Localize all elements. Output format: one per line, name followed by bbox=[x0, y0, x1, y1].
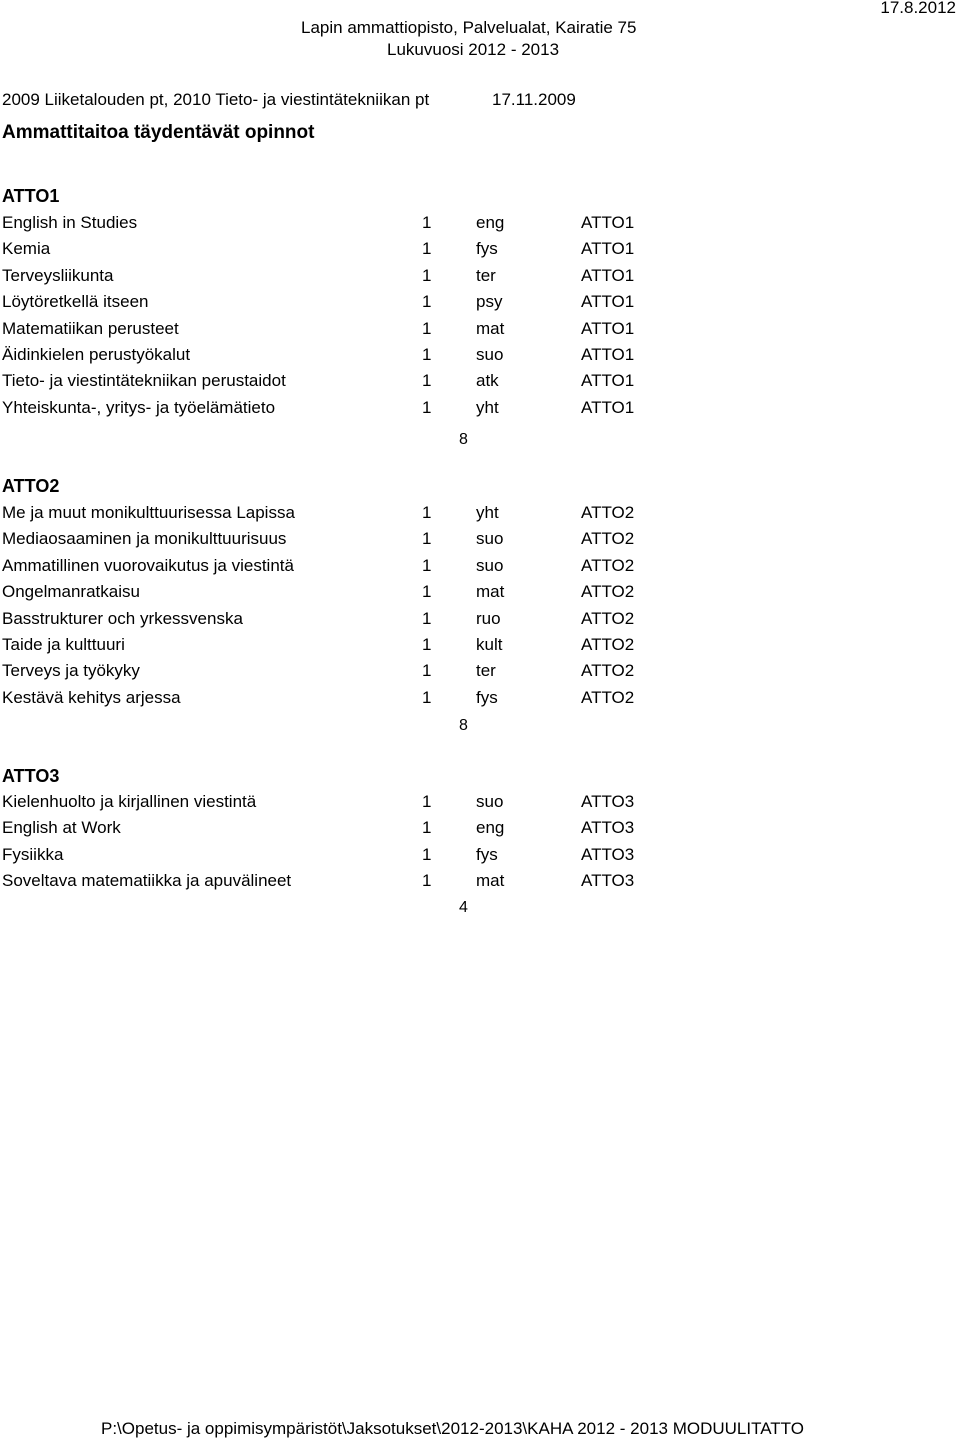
course-subject: ter bbox=[476, 661, 496, 681]
course-subject: kult bbox=[476, 635, 503, 654]
course-name: Kemia bbox=[2, 239, 51, 259]
course-row bbox=[0, 868, 960, 894]
course-module: ATTO2 bbox=[581, 635, 635, 654]
course-row bbox=[0, 632, 960, 658]
course-row bbox=[0, 842, 960, 868]
course-credits: 1 bbox=[422, 239, 432, 259]
course-credits: 1 bbox=[422, 871, 432, 891]
course-row bbox=[0, 526, 960, 552]
course-row bbox=[0, 263, 960, 289]
course-credits: 1 bbox=[422, 397, 432, 417]
course-credits: 1 bbox=[422, 635, 432, 654]
footer-file-path: P:\Opetus- ja oppimisympäristöt\Jaksotukset\2012-2013\KAHA 2012 - 2013 MODUULITATTO bbox=[101, 1419, 804, 1438]
course-subject: eng bbox=[476, 818, 505, 838]
course-name: English at Work bbox=[2, 818, 121, 838]
academic-year: Lukuvuosi 2012 - 2013 bbox=[387, 40, 560, 59]
course-subject: yht bbox=[476, 397, 499, 417]
course-module: ATTO1 bbox=[581, 213, 635, 232]
course-row bbox=[0, 579, 960, 605]
course-subject: suo bbox=[476, 555, 504, 575]
course-credits: 1 bbox=[422, 345, 432, 364]
course-name: Äidinkielen perustyökalut bbox=[2, 345, 191, 364]
course-name: Terveys ja työkyky bbox=[2, 661, 140, 681]
course-name: Tieto- ja viestintätekniikan perustaidot bbox=[2, 371, 286, 391]
course-credits: 1 bbox=[422, 213, 432, 232]
course-credits: 1 bbox=[422, 818, 432, 838]
section-total-atto2: 8 bbox=[459, 717, 468, 734]
course-credits: 1 bbox=[422, 318, 432, 338]
course-subject: eng bbox=[476, 213, 505, 232]
course-row bbox=[0, 236, 960, 262]
course-row bbox=[0, 685, 960, 711]
course-row bbox=[0, 342, 960, 368]
course-row bbox=[0, 658, 960, 684]
course-subject: suo bbox=[476, 345, 504, 364]
course-module: ATTO2 bbox=[581, 555, 635, 575]
curriculum-source: 2009 Liiketalouden pt, 2010 Tieto- ja viestintätekniikan pt bbox=[2, 90, 430, 109]
course-subject: yht bbox=[476, 503, 499, 522]
course-row bbox=[0, 789, 960, 815]
section-total-atto1: 8 bbox=[459, 431, 468, 448]
course-credits: 1 bbox=[422, 371, 432, 391]
course-name: Mediaosaaminen ja monikulttuurisuus bbox=[2, 529, 287, 549]
course-subject: fys bbox=[476, 844, 498, 864]
course-subject: fys bbox=[476, 239, 498, 259]
course-row bbox=[0, 289, 960, 315]
course-module: ATTO1 bbox=[581, 318, 635, 338]
course-module: ATTO3 bbox=[581, 818, 635, 838]
course-row bbox=[0, 606, 960, 632]
course-subject: mat bbox=[476, 582, 505, 602]
course-subject: fys bbox=[476, 687, 498, 707]
course-subject: psy bbox=[476, 292, 503, 312]
course-module: ATTO1 bbox=[581, 239, 635, 259]
course-name: Yhteiskunta-, yritys- ja työelämätieto bbox=[2, 397, 276, 417]
course-credits: 1 bbox=[422, 292, 432, 312]
course-subject: mat bbox=[476, 871, 505, 891]
course-row bbox=[0, 553, 960, 579]
course-name: Me ja muut monikulttuurisessa Lapissa bbox=[2, 503, 295, 522]
section-total-atto3: 4 bbox=[459, 899, 468, 916]
section-title-atto1: ATTO1 bbox=[2, 186, 60, 206]
course-credits: 1 bbox=[422, 792, 432, 811]
course-row bbox=[0, 210, 960, 236]
course-name: Terveysliikunta bbox=[2, 265, 114, 285]
course-name: English in Studies bbox=[2, 213, 138, 232]
course-module: ATTO1 bbox=[581, 345, 635, 364]
course-name: Kestävä kehitys arjessa bbox=[2, 687, 181, 707]
course-module: ATTO1 bbox=[581, 397, 635, 417]
course-subject: suo bbox=[476, 529, 504, 549]
course-module: ATTO2 bbox=[581, 687, 635, 707]
course-name: Löytöretkellä itseen bbox=[2, 292, 149, 312]
course-row bbox=[0, 368, 960, 394]
course-name: Basstrukturer och yrkessvenska bbox=[2, 608, 243, 628]
course-subject: atk bbox=[476, 371, 499, 391]
course-name: Soveltava matematiikka ja apuvälineet bbox=[2, 871, 292, 891]
course-credits: 1 bbox=[422, 555, 432, 575]
course-name: Fysiikka bbox=[2, 844, 64, 864]
course-name: Ongelmanratkaisu bbox=[2, 582, 140, 602]
course-module: ATTO2 bbox=[581, 661, 635, 681]
page-title: Ammattitaitoa täydentävät opinnot bbox=[2, 122, 315, 143]
course-module: ATTO1 bbox=[581, 371, 635, 391]
course-subject: mat bbox=[476, 318, 505, 338]
course-row bbox=[0, 316, 960, 342]
course-credits: 1 bbox=[422, 529, 432, 549]
school-header: Lapin ammattiopisto, Palvelualat, Kairatie 75 bbox=[301, 18, 637, 37]
course-subject: ruo bbox=[476, 608, 501, 628]
course-name: Matematiikan perusteet bbox=[2, 318, 179, 338]
course-credits: 1 bbox=[422, 661, 432, 681]
course-row bbox=[0, 500, 960, 526]
course-module: ATTO2 bbox=[581, 608, 635, 628]
course-credits: 1 bbox=[422, 582, 432, 602]
course-name: Kielenhuolto ja kirjallinen viestintä bbox=[2, 792, 257, 811]
course-module: ATTO3 bbox=[581, 871, 635, 891]
print-date: 17.8.2012 bbox=[880, 0, 956, 17]
course-subject: suo bbox=[476, 792, 504, 811]
section-title-atto3: ATTO3 bbox=[2, 766, 60, 786]
course-name: Ammatillinen vuorovaikutus ja viestintä bbox=[2, 555, 294, 575]
course-credits: 1 bbox=[422, 265, 432, 285]
section-title-atto2: ATTO2 bbox=[2, 476, 60, 496]
course-row bbox=[0, 815, 960, 841]
course-credits: 1 bbox=[422, 608, 432, 628]
course-module: ATTO2 bbox=[581, 503, 635, 522]
course-name: Taide ja kulttuuri bbox=[2, 635, 125, 654]
curriculum-date: 17.11.2009 bbox=[492, 90, 576, 109]
course-module: ATTO3 bbox=[581, 844, 635, 864]
course-credits: 1 bbox=[422, 503, 432, 522]
course-credits: 1 bbox=[422, 687, 432, 707]
course-module: ATTO2 bbox=[581, 582, 635, 602]
course-credits: 1 bbox=[422, 844, 432, 864]
course-module: ATTO1 bbox=[581, 265, 635, 285]
course-subject: ter bbox=[476, 265, 496, 285]
course-row bbox=[0, 395, 960, 421]
course-module: ATTO3 bbox=[581, 792, 635, 811]
course-module: ATTO1 bbox=[581, 292, 635, 312]
course-module: ATTO2 bbox=[581, 529, 635, 549]
